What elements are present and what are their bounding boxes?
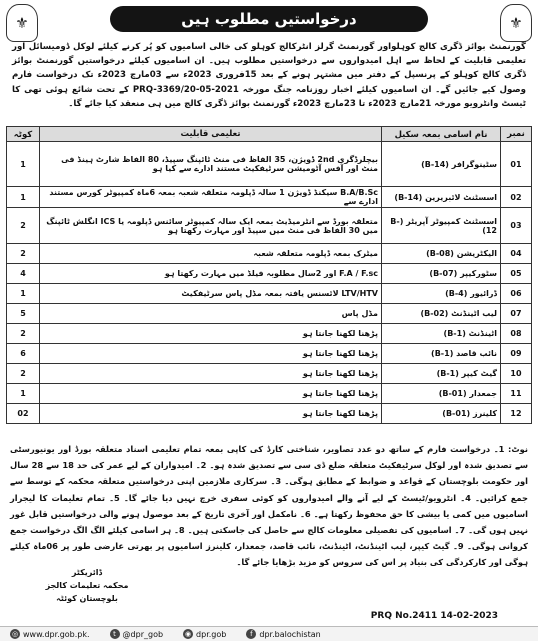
cell-qualification: B.A/B.Sc سیکنڈ ڈویژن 1 سالہ ڈپلومہ متعلقہ شعبہ بمعہ 6ماہ کمپیوٹر کورس مستند ادارے سے (40, 187, 382, 208)
cell-post: اسسٹنٹ لائبریرین (B-14) (382, 187, 501, 208)
table-row (7, 364, 532, 384)
signature-title: ڈائریکٹر (71, 568, 103, 577)
cell-qualification: مڈل پاس (40, 304, 382, 324)
table-row (7, 284, 532, 304)
cell-quota: 1 (7, 284, 40, 304)
notes-paragraph: نوٹ: 1۔ درخواست فارم کے ساتھ دو عدد تصاویر، شناختی کارڈ کی کاپی بمعہ تمام تعلیمی اسناد متعلقہ بورڈ اور یونیورسٹی سے تصدیق شدہ اور لوکل سرٹیفکیٹ متعلقہ ضلع ڈی سی سے تصدیق شدہ ہو۔ 2۔ امیدواران کے لیے عمر کی حد 18 سے 28 سال اور حکومت بلوچستان کے قواعد و ضوابط کے مطابق ہوگی۔ 3۔ سرکاری ملازمین اپنی درخواستیں متعلقہ محکمہ کے توسط سے جمع کرائیں۔ 4۔ انٹرویو/ٹیسٹ کے لیے آنے والے امیدواروں کو کوئی سفری خرچ نہیں دیا جائے گا۔ 5۔ تمام تعلیمات کا لیجرار اسامیوں میں کمی یا بیشی کا حق محفوظ رکھتا ہے۔ 6۔ نامکمل اور آخری تاریخ کے بعد موصول ہونے والی درخواستیں قابل غور نہیں ہوں گی۔ 7۔ اسامیوں کی تفصیلی معلومات کالج سے حاصل کی جاسکتی ہیں۔ 8۔ ہر اسامی کیلئے الگ الگ درخواست جمع کروانی ہوگی۔ 9۔ گیٹ کیپر، لیب اٹینڈنٹ، اٹینڈنٹ، نائب قاصد، جمعدار، کلینرز اسامیوں پر بھرتی عارضی طور پر 06ماہ کیلئے ہوگی اور کارکردگی کی بنیاد پر اس کی سروس کو مزید بڑھایا جائے گا۔ (10, 444, 529, 568)
cell-serial: 05 (501, 264, 532, 284)
cell-serial: 04 (501, 244, 532, 264)
twitter-icon: t (110, 629, 120, 639)
cell-serial: 07 (501, 304, 532, 324)
cell-post: اسسٹنٹ کمپیوٹر آپریٹر (B-12) (382, 208, 501, 244)
cell-qualification: پڑھنا لکھنا جانتا ہو (40, 344, 382, 364)
footer-facebook[interactable] (246, 629, 320, 639)
cell-post: سٹینوگرافر (B-14) (382, 142, 501, 187)
government-emblem-icon: ⚜ (500, 4, 532, 42)
cell-post: جمعدار (B-01) (382, 384, 501, 404)
cell-post: کلینرز (B-01) (382, 404, 501, 424)
cell-post: الیکٹریشن (B-08) (382, 244, 501, 264)
header-qualification: تعلیمی قابلیت (40, 127, 382, 142)
cell-serial: 12 (501, 404, 532, 424)
cell-qualification: میٹرک بمعہ ڈپلومہ متعلقہ شعبہ (40, 244, 382, 264)
cell-post: اٹینڈنٹ (B-1) (382, 324, 501, 344)
table-row (7, 244, 532, 264)
table-row (7, 142, 532, 187)
footer-facebook-text: dpr.balochistan (259, 629, 321, 639)
cell-qualification: بیچلرڈگری 2nd ڈویژن، 35 الفاظ فی منٹ ٹائپنگ سپیڈ، 80 الفاظ شارٹ ہینڈ فی منٹ اور آفس آٹومیشن سرٹیفکیٹ مستند ادارے سے کیا ہو (40, 142, 382, 187)
cell-serial: 06 (501, 284, 532, 304)
table-row (7, 208, 532, 244)
cell-qualification: F.A / F.sc اور 2سال مطلوبہ فیلڈ میں مہارت رکھتا ہو (40, 264, 382, 284)
cell-quota: 2 (7, 364, 40, 384)
cell-quota: 1 (7, 142, 40, 187)
cell-qualification: پڑھنا لکھنا جانتا ہو (40, 384, 382, 404)
table-row (7, 344, 532, 364)
intro-paragraph: گورنمنٹ بوائز ڈگری کالج کوہلواور گورنمنٹ گرلز انٹرکالج کوہلو کی خالی اسامیوں کو پُر کرنے کیلئے لوکل ڈومیسائل اور تعلیمی قابلیت کے لحاظ سے اہل امیدواروں سے درخواستیں مطلوب ہیں۔ ان اسامیوں کیلئے درخواستیں گورنمنٹ بوائز ڈگری کالج کوہلو کے پرنسپل کے دفتر میں مشتہر ہونے کے بعد 15فروری 2023ء سے 03مارچ 2023ء تک درخواست فارم وصول کیے جائیں گے۔ ان اسامیوں کیلئے اخبار روزنامہ جنگ مورخہ PRQ-3369/20-05-2021 کے تحت شائع ہوئی تھی کا ٹیسٹ وانٹرویو مورخہ 21مارچ 2023ء تا 23مارچ 2023ء گورنمنٹ بوائز ڈگری کالج میں ہی منعقد کیا جائے گا۔ (12, 42, 526, 109)
vacancy-table (6, 126, 532, 424)
cell-serial: 01 (501, 142, 532, 187)
cell-qualification: پڑھنا لکھنا جانتا ہو (40, 324, 382, 344)
cell-quota: 2 (7, 244, 40, 264)
signature-block (32, 566, 142, 605)
cell-quota: 5 (7, 304, 40, 324)
table-row (7, 264, 532, 284)
table-row (7, 187, 532, 208)
header-quota: کوٹہ (7, 127, 40, 142)
cell-qualification: LTV/HTV لائسنس یافتہ بمعہ مڈل پاس سرٹیفکیٹ (40, 284, 382, 304)
table-row (7, 384, 532, 404)
footer-website-text: www.dpr.gob.pk. (23, 629, 90, 639)
government-emblem-icon: ⚜ (6, 4, 38, 42)
cell-quota: 2 (7, 208, 40, 244)
table-row (7, 304, 532, 324)
prq-number: PRQ No.2411 14-02-2023 (370, 611, 498, 621)
cell-post: ڈرائیور (B-4) (382, 284, 501, 304)
globe-icon: ◎ (11, 630, 19, 638)
header-post: نام اسامی بمعہ سکیل (382, 127, 501, 142)
headline-banner: درخواستیں مطلوب ہیں (110, 6, 428, 32)
cell-qualification: متعلقہ بورڈ سے انٹرمیڈیٹ بمعہ ایک سالہ کمپیوٹر سائنس ڈپلومہ یا ICS انگلش ٹائپنگ میں 30 الفاظ فی منٹ میں سپیڈ اور مہارت رکھتا ہو (40, 208, 382, 244)
cell-serial: 10 (501, 364, 532, 384)
instagram-icon: ◉ (184, 630, 192, 638)
cell-quota: 4 (7, 264, 40, 284)
cell-qualification: پڑھنا لکھنا جانتا ہو (40, 364, 382, 384)
table-row (7, 324, 532, 344)
facebook-icon: f (246, 629, 256, 639)
footer-instagram-text: dpr.gob (196, 629, 227, 639)
cell-serial: 03 (501, 208, 532, 244)
cell-quota: 2 (7, 324, 40, 344)
cell-post: نائب قاصد (B-1) (382, 344, 501, 364)
footer-website[interactable] (10, 629, 90, 639)
footer-bar (0, 626, 538, 641)
cell-serial: 08 (501, 324, 532, 344)
header-serial: نمبر (501, 127, 532, 142)
cell-quota: 1 (7, 187, 40, 208)
cell-serial: 11 (501, 384, 532, 404)
cell-quota: 6 (7, 344, 40, 364)
cell-post: لیب اٹینڈنٹ (B-02) (382, 304, 501, 324)
cell-serial: 09 (501, 344, 532, 364)
footer-twitter-text: @dpr_gob (122, 629, 164, 639)
cell-quota: 02 (7, 404, 40, 424)
cell-quota: 1 (7, 384, 40, 404)
table-row (7, 404, 532, 424)
table-header-row (7, 127, 532, 142)
signature-department: محکمہ تعلیمات کالجز بلوچستان کوئٹہ (45, 581, 129, 603)
cell-qualification: پڑھنا لکھنا جانتا ہو (40, 404, 382, 424)
cell-post: گیٹ کیپر (B-1) (382, 364, 501, 384)
cell-post: سٹورکیپر (B-07) (382, 264, 501, 284)
footer-instagram[interactable] (183, 629, 226, 639)
cell-serial: 02 (501, 187, 532, 208)
footer-twitter[interactable] (110, 629, 164, 639)
